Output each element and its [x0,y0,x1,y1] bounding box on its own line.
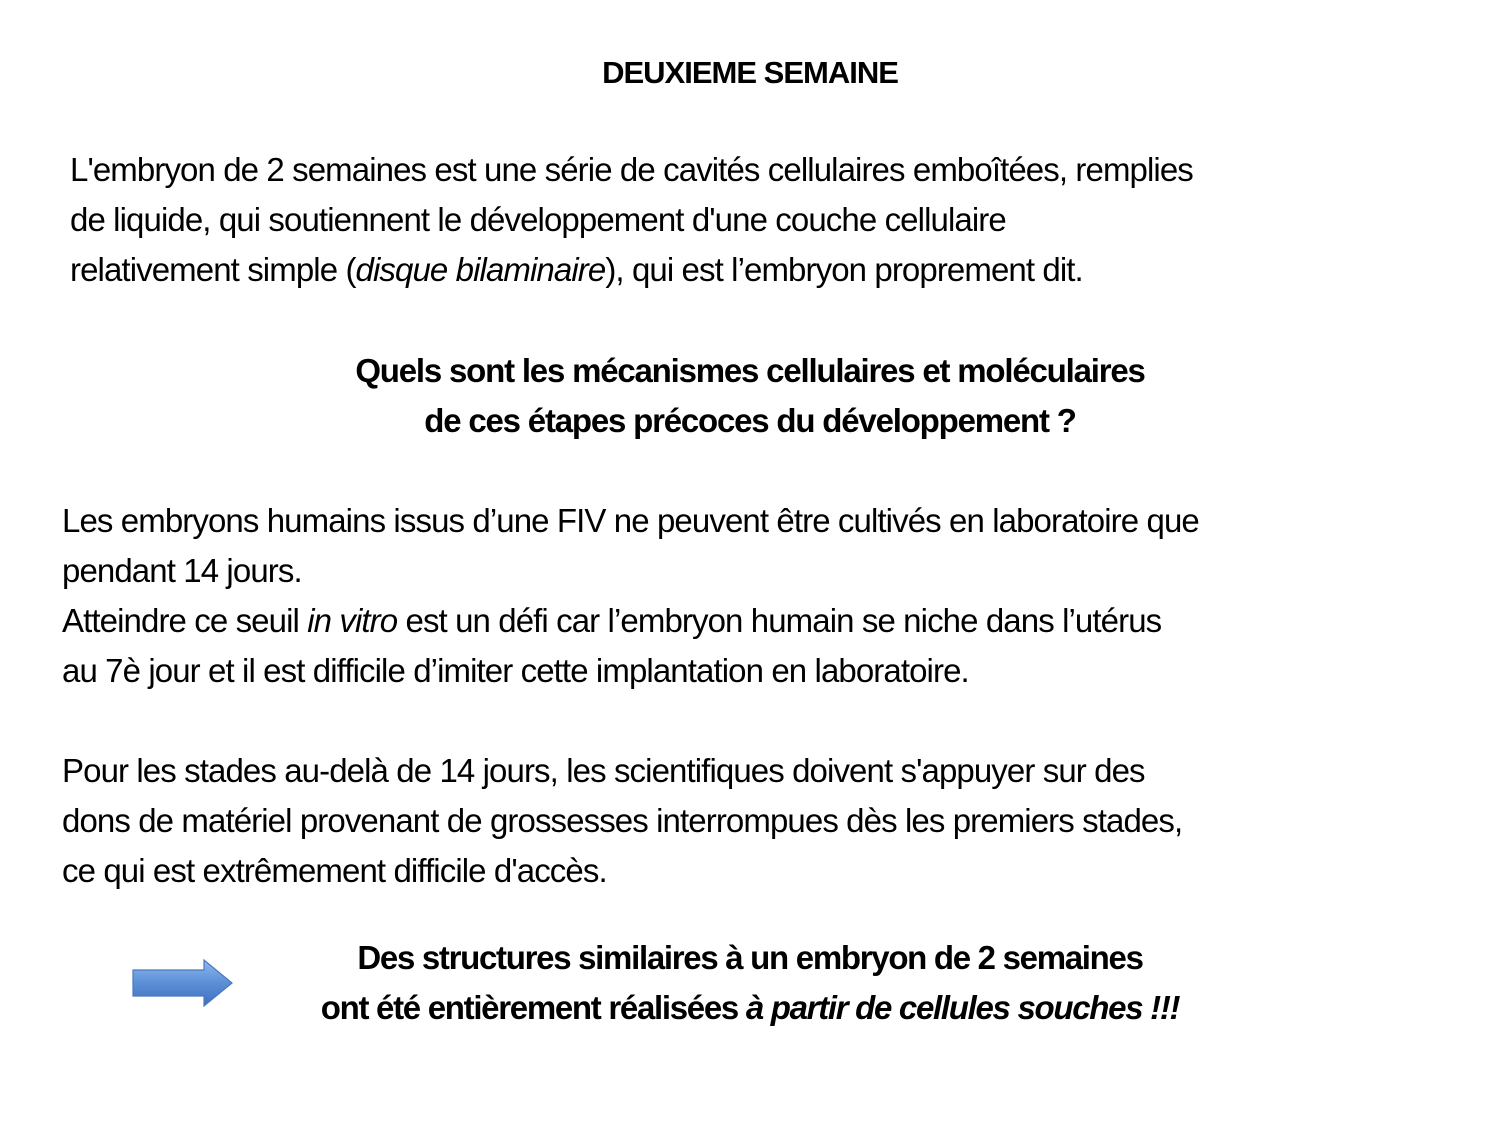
page-title: DEUXIEME SEMAINE [602,55,898,90]
conclusion-emphasis: à partir de cellules souches !!! [745,989,1180,1026]
paragraph-line [62,546,1199,596]
conclusion-text: ont été entièrement réalisées [320,989,746,1026]
intro-text: de liquide, qui soutiennent le développement d'une couche cellulaire [70,201,1006,238]
conclusion-line-2 [0,983,1500,1033]
paragraph-text: pendant 14 jours. [62,552,302,589]
paragraph-text: au 7è jour et il est difficile d’imiter cette implantation en laboratoire. [62,652,969,689]
paragraph-line: Pour les stades au-delà de 14 jours, les scientifiques doivent s'appuyer sur des [62,752,1145,789]
intro-paragraph [70,145,1193,295]
paragraph-line: ce qui est extrêmement difficile d'accès. [62,852,607,889]
paragraph-line: dons de matériel provenant de grossesses interrompues dès les premiers stades, [62,802,1183,839]
paragraph-text: est un défi car l’embryon humain se niche dans l’utérus [397,602,1162,639]
intro-line-3 [70,245,1193,295]
paragraph-line [62,646,1199,696]
paragraph-text: Atteindre ce seuil [62,602,308,639]
paragraph-text: Les embryons humains issus d’une FIV ne peuvent être cultivés en laboratoire que [62,502,1199,539]
intro-line-2 [70,195,1193,245]
conclusion [0,933,1500,1033]
paragraph-ivf [62,496,1199,696]
paragraph-beyond-14-days [62,746,1182,896]
intro-italic-term: disque bilaminaire [355,251,606,288]
paragraph-line [62,596,1199,646]
intro-text: L'embryon de 2 semaines est une série de cavités cellulaires emboîtées, remplies [70,151,1193,188]
paragraph-line [62,496,1199,546]
conclusion-line-1: Des structures similaires à un embryon de 2 semaines [357,939,1143,976]
question-line-1: Quels sont les mécanismes cellulaires et moléculaires [355,352,1145,389]
intro-text: ), qui est l’embryon proprement dit. [605,251,1083,288]
intro-line-1 [70,145,1193,195]
question-heading [0,346,1500,446]
italic-term: in vitro [307,602,398,639]
question-line-2: de ces étapes précoces du développement ? [424,402,1076,439]
intro-text: relativement simple ( [70,251,356,288]
